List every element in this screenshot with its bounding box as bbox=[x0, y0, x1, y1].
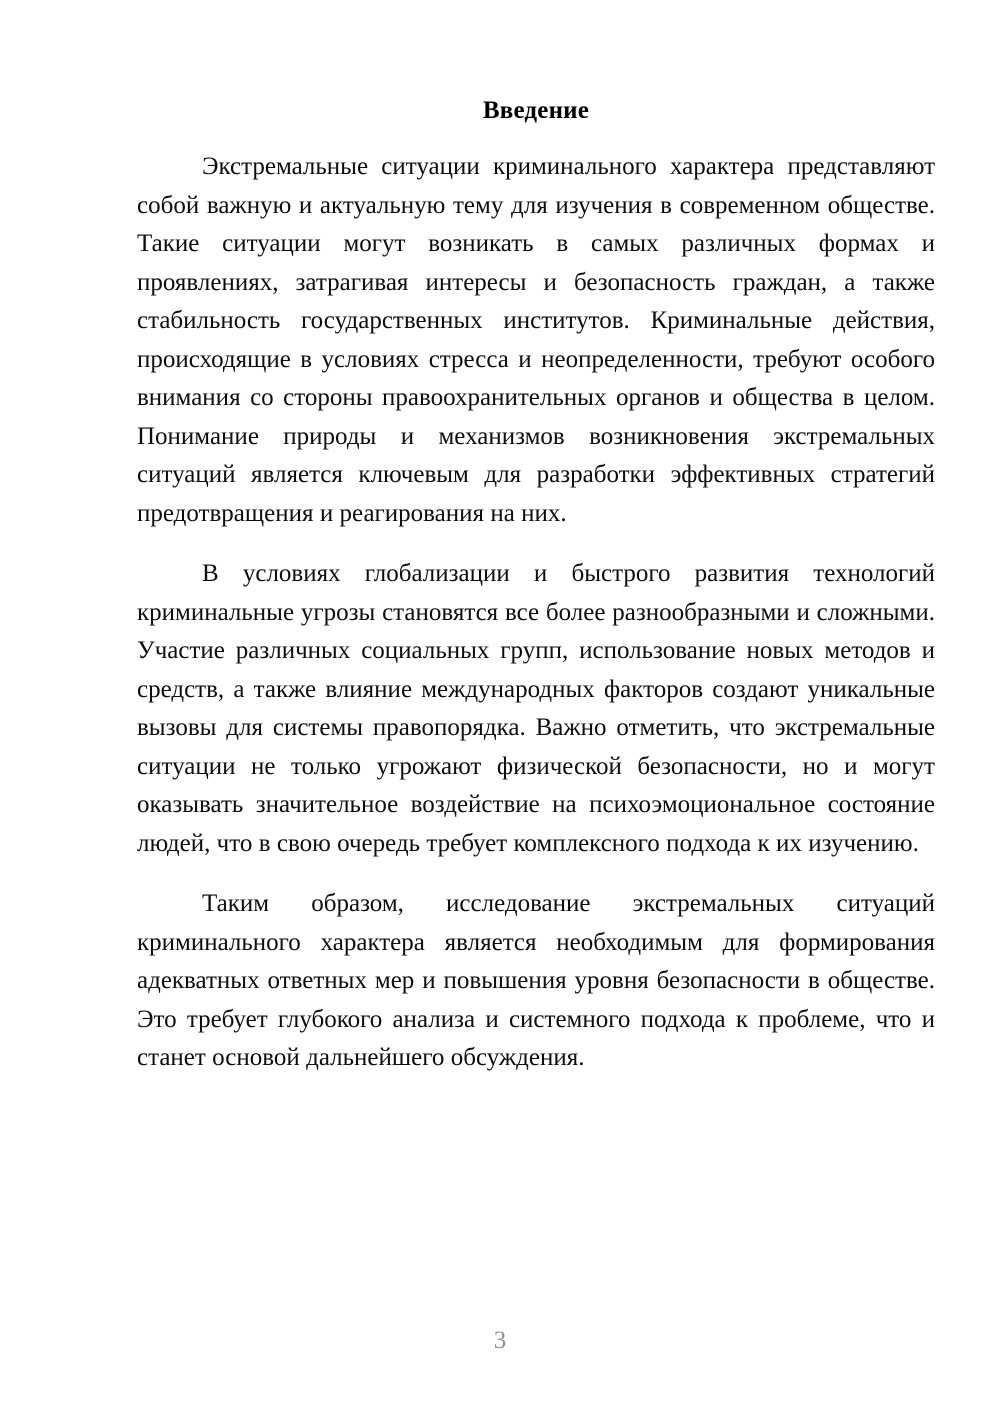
paragraph: Экстремальные ситуации криминального характера представляют собой важную и актуальную тему для изучения в современном обществе. Такие ситуации могут возникать в самых различных формах и проявлениях, затрагивая интересы и безопасность граждан, а также стабильность государственных институтов. Криминальные действия, происходящие в условиях стресса и неопределенности, требуют особого внимания со стороны правоохранительных органов и общества в целом. Понимание природы и механизмов возникновения экстремальных ситуаций является ключевым для разработки эффективных стратегий предотвращения и реагирования на них. bbox=[137, 153, 935, 527]
paragraph: В условиях глобализации и быстрого развития технологий криминальные угрозы становятся все более разнообразными и сложными. Участие различных социальных групп, использование новых методов и средств, а также влияние международных факторов создают уникальные вызовы для системы правопорядка. Важно отметить, что экстремальные ситуации не только угрожают физической безопасности, но и могут оказывать значительное воздействие на психоэмоциональное состояние людей, что в свою очередь требует комплексного подхода к их изучению. bbox=[137, 560, 935, 857]
page-number: 3 bbox=[493, 1327, 507, 1354]
paragraph: Таким образом, исследование экстремальных ситуаций криминального характера является необходимым для формирования адекватных ответных мер и повышения уровня безопасности в обществе. Это требует глубокого анализа и системного подхода к проблеме, что и станет основой дальнейшего обсуждения. bbox=[137, 890, 935, 1071]
page-content bbox=[137, 0, 935, 1078]
page-title: Введение bbox=[482, 97, 590, 124]
body-text bbox=[137, 126, 935, 1078]
